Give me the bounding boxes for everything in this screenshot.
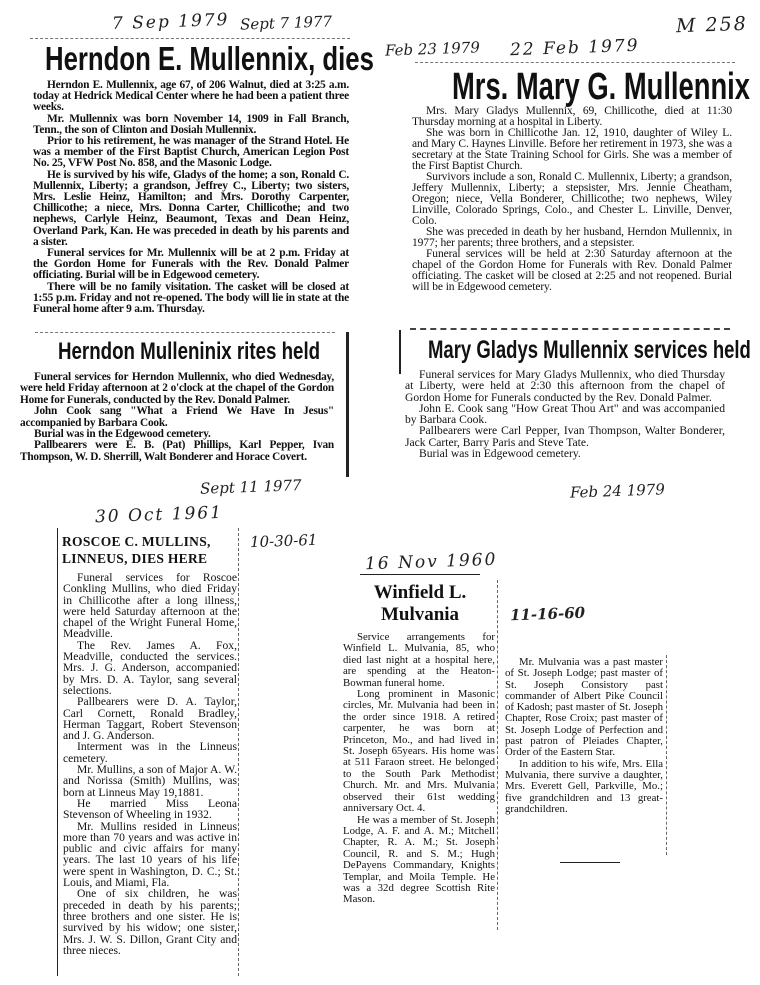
headline bbox=[62, 533, 211, 567]
handwritten-date: Sept 11 1977 bbox=[199, 476, 302, 498]
article-body bbox=[412, 106, 732, 293]
paragraph: Service arrangements for Winfield L. Mulvania, 85, who died last night at a hospital here, are spending at the Heaton-Bowman funeral home. bbox=[343, 631, 495, 689]
paragraph: John E. Cook sang "How Great Thou Art" and was accompanied by Barbara Cook. bbox=[405, 401, 725, 427]
headline-line: ROSCOE C. MULLINS, bbox=[62, 534, 211, 549]
column-rule bbox=[497, 580, 498, 930]
headline: Mary Gladys Mullennix services held bbox=[428, 336, 751, 364]
paragraph: Survivors include a son, Ronald C. Mullennix, Liberty; a grandson, Jeffery Mullennix, Liberty; a stepsister, Mrs. Jennie Cheatham, Oregon; niece, Vella Bonderer, Chillicothe; two nephews, Wiley Linville, Colorado Springs, Colo., and Chester L. Linville, Denver, Colo. bbox=[412, 171, 732, 227]
paragraph: She was preceded in death by her husband, Herndon Mullennix, in 1977; her parents; three brothers, and a stepsister. bbox=[412, 226, 732, 249]
headline: Herndon E. Mullennix, dies bbox=[45, 40, 374, 77]
paragraph: There will be no family visitation. The casket will be closed at 1:55 p.m. Friday and not re-opened. The body will lie in state at the Funeral home after 9 a.m. Thursday. bbox=[33, 280, 349, 316]
headline: Herndon Mulleninix rites held bbox=[58, 338, 321, 365]
article-body-left bbox=[343, 632, 495, 906]
paragraph: Funeral services will be held at 2:30 Saturday afternoon at the chapel of the Gordon Home for Funerals with Rev. Donald Palmer officiating. The casket will be closed at 2:25 and not reopened. Burial will be in Edgewood cemetery. bbox=[412, 248, 732, 293]
paragraph: Pallbearers were Carl Pepper, Ivan Thompson, Walter Bonderer, Jack Carter, Barry Paris and Steve Tate. bbox=[405, 424, 725, 449]
handwritten-date: 30 Oct 1961 bbox=[94, 502, 224, 528]
paragraph: Long prominent in Masonic circles, Mr. Mulvania had been in the order since 1918. A retired carpenter, he was born at Princeton, Mo., and had lived in St. Joseph 65years. His home was at 511 Faraon street. He belonged to the South Park Methodist Church. Mr. and Mrs. Mulvania observed their 61st wedding anniversary Oct. 4. bbox=[343, 688, 495, 815]
paragraph: Herndon E. Mullennix, age 67, of 206 Walnut, died at 3:25 a.m. today at Hedrick Medical Center where he had been a patient three weeks. bbox=[33, 79, 349, 114]
paragraph: Funeral services for Herndon Mullennix, who died Wednesday, were held Friday afternoon at 2 o'clock at the chapel of the Gordon Home for Funerals, conducted by the Rev. Donald Palmer. bbox=[20, 371, 334, 406]
clipping-edge bbox=[415, 62, 735, 63]
paragraph: In addition to his wife, Mrs. Ella Mulvania, there survive a daughter, Mrs. Everett Gell, Parkville, Mo.; five grandchildren and 13 great-grandchildren. bbox=[505, 757, 663, 815]
headline: Mrs. Mary G. Mullennix bbox=[452, 66, 750, 108]
article-body bbox=[405, 369, 725, 459]
paragraph: Burial was in the Edgewood cemetery. bbox=[34, 428, 211, 441]
handwritten-date: 10-30-61 bbox=[249, 530, 318, 552]
paragraph: Burial was in Edgewood cemetery. bbox=[419, 447, 581, 461]
paragraph: He is survived by his wife, Gladys of the home; a son, Ronald C. Mullennix, Liberty; a grandson, Jeffrey C., Liberty; two sisters, Mrs. Leslie Heinz, Hamilton; and Mrs. Dorothy Carpenter, Chillicothe; a niece, Mrs. Donna Carter, Chillicothe; and two nephews, Carlyle Heinz, Beaumont, Texas and Dean Heinz, Overland Park, Kan. He was preceded in death by his parents and a sister. bbox=[33, 168, 349, 248]
paragraph: Mr. Mulvania was a past master of St. Joseph Lodge; past master of St. Joseph Consistory past commander of Albert Pike Council of Kadosh; past master of St. Joseph Chapter, Rose Croix; past master of St. Joseph Lodge of Perfection and past patron of Pleiades Chapter, Order of the Eastern Star. bbox=[505, 656, 663, 759]
handwritten-date: 11-16-60 bbox=[509, 603, 586, 625]
paragraph: Funeral services for Mary Gladys Mullennix, who died Thursday at Liberty, were held at 2:30 this afternoon from the chapel of Gordon Home for Funerals conducted by the Rev. Donald Palmer. bbox=[405, 368, 725, 404]
handwritten-date: Feb 24 1979 bbox=[569, 480, 666, 502]
column-rule bbox=[238, 528, 239, 976]
article-body-right bbox=[505, 657, 663, 815]
paragraph: He was a member of St. Joseph Lodge, A. F. and A. M.; Mitchell Chapter, R. A. M.; St. Joseph Council, R. and S. M.; Hugh DePayens Commandary, Knights Templar, and Moila Temple. He was a 32d degree Scottish Rite Mason. bbox=[343, 813, 495, 906]
page-number: M 258 bbox=[675, 12, 749, 38]
clipping-edge bbox=[410, 328, 730, 330]
headline-line: LINNEUS, DIES HERE bbox=[62, 551, 208, 566]
handwritten-date: Sept 7 1977 bbox=[239, 12, 333, 34]
headline bbox=[345, 582, 495, 626]
headline-line: Mulvania bbox=[380, 604, 460, 625]
paragraph: Mr. Mullennix was born November 14, 1909 in Fall Branch, Tenn., the son of Clinton and Dosiah Mullennix. bbox=[33, 112, 349, 136]
article-body bbox=[63, 572, 237, 956]
article-body bbox=[20, 372, 334, 463]
paragraph: Mr. Mullins resided in Linneus more than 70 years and was active in public and civic affairs for many years. The last 10 years of his life were spent in Washington, D. C.; St. Louis, and Miami, Fla. bbox=[63, 819, 237, 890]
paragraph: Pallbearers were D. A. Taylor, Carl Cornett, Ronald Bradley, Herman Taggart, Robert Stevenson and J. G. Anderson. bbox=[63, 695, 237, 743]
handwritten-date: 16 Nov 1960 bbox=[364, 549, 498, 575]
underline bbox=[360, 574, 480, 575]
paragraph: Funeral services for Roscoe Conkling Mullins, who died Friday in Chillicothe after a long illness, were held Saturday afternoon at the chapel of the Wright Funeral Home, Meadville. bbox=[63, 571, 237, 641]
column-rule bbox=[346, 332, 349, 477]
handwritten-date: 7 Sep 1979 bbox=[111, 9, 230, 35]
handwritten-date: Feb 23 1979 bbox=[384, 38, 481, 60]
headline-line: Winfield L. bbox=[373, 582, 467, 603]
paragraph: One of six children, he was preceded in death by his parents; three brothers and one sister. He is survived by his widow; one sister, Mrs. J. W. S. Dillon, Grant City and three nieces. bbox=[63, 887, 237, 957]
paragraph: Funeral services for Mr. Mullennix will be at 2 p.m. Friday at the Gordon Home for Funerals with the Rev. Donald Palmer officiating. Burial will be in Edgewood cemetery. bbox=[33, 247, 349, 282]
column-rule bbox=[399, 330, 401, 374]
column-rule bbox=[666, 655, 667, 855]
paragraph: She was born in Chillicothe Jan. 12, 1910, daughter of Wiley L. and Mary C. Haynes Linville. Before her retirement in 1973, she was a secretary at the State Training School for Girls. She was a member of the First Baptist Church. bbox=[412, 127, 732, 172]
paragraph: Prior to his retirement, he was manager of the Strand Hotel. He was a member of the First Baptist Church, American Legion Post No. 25, VFW Post No. 858, and the Masonic Lodge. bbox=[33, 135, 349, 170]
paragraph: Interment was in the Linneus cemetery. bbox=[63, 740, 237, 765]
article-body bbox=[33, 80, 349, 315]
paragraph: He married Miss Leona Stevenson of Wheeling in 1932. bbox=[63, 796, 237, 822]
column-rule bbox=[57, 528, 58, 976]
clipping-edge bbox=[35, 332, 335, 333]
paragraph: Mr. Mullins, a son of Major A. W. and Norissa (Smith) Mullins, was born at Linneus May 19,1881. bbox=[63, 763, 237, 799]
paragraph: John Cook sang "What a Friend We Have In Jesus" accompanied by Barbara Cook. bbox=[20, 405, 334, 429]
paragraph: Mrs. Mary Gladys Mullennix, 69, Chillicothe, died at 11:30 Thursday morning at a hospital in Liberty. bbox=[412, 105, 732, 128]
end-rule bbox=[560, 862, 620, 863]
paragraph: Pallbearers were E. B. (Pat) Phillips, Karl Pepper, Ivan Thompson, W. D. Sherrill, Walt Bonderer and Horace Covert. bbox=[20, 439, 334, 463]
handwritten-date: 22 Feb 1979 bbox=[509, 35, 640, 61]
clipping-edge bbox=[30, 38, 350, 39]
paragraph: The Rev. James A. Fox, Meadville, conducted the services. Mrs. J. G. Anderson, accompanied by Mrs. D. A. Taylor, sang several selections. bbox=[63, 638, 237, 697]
